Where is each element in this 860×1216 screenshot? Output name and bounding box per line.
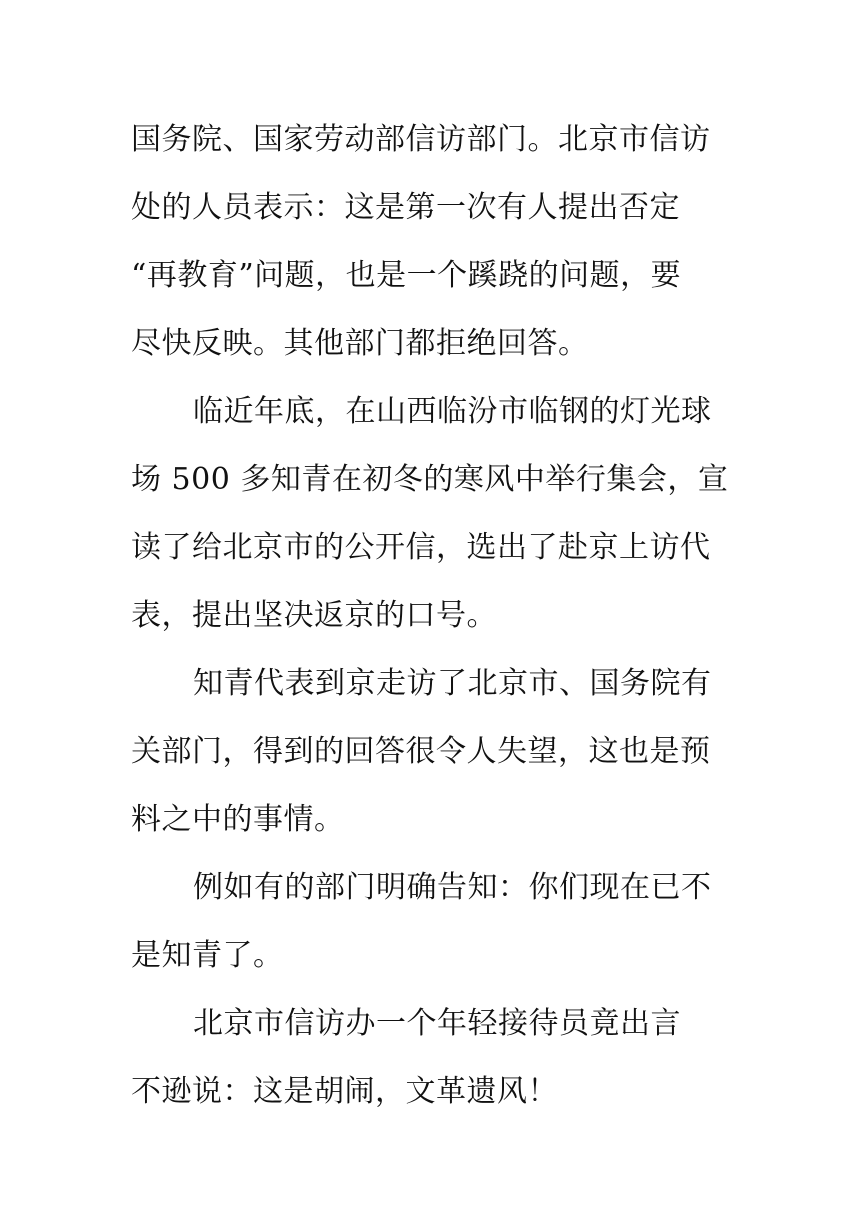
text-line: 处的人员表示：这是第一次有人提出否定 — [131, 190, 680, 225]
text-line: 尽快反映。其他部门都拒绝回答。 — [131, 326, 589, 361]
text-line: 国务院、国家劳动部信访部门。北京市信访 — [131, 122, 711, 157]
text-line: 不逊说：这是胡闹，文革遗风！ — [131, 1074, 558, 1109]
text-line: 是知青了。 — [131, 938, 284, 973]
text-line: 关部门，得到的回答很令人失望，这也是预 — [131, 734, 711, 769]
text-line: 表，提出坚决返京的口号。 — [131, 598, 497, 633]
text-line: 读了给北京市的公开信，选出了赴京上访代 — [131, 530, 711, 565]
text-line: 北京市信访办一个年轻接待员竟出言 — [193, 1006, 681, 1041]
text-line: “再教育”问题，也是一个蹊跷的问题，要 — [131, 258, 682, 293]
text-line: 知青代表到京走访了北京市、国务院有 — [193, 666, 712, 701]
text-line: 料之中的事情。 — [131, 802, 345, 837]
text-line: 临近年底，在山西临汾市临钢的灯光球 — [193, 394, 712, 429]
text-line: 例如有的部门明确告知：你们现在已不 — [193, 870, 712, 905]
text-line: 场 500 多知青在初冬的寒风中举行集会，宣 — [131, 462, 729, 497]
